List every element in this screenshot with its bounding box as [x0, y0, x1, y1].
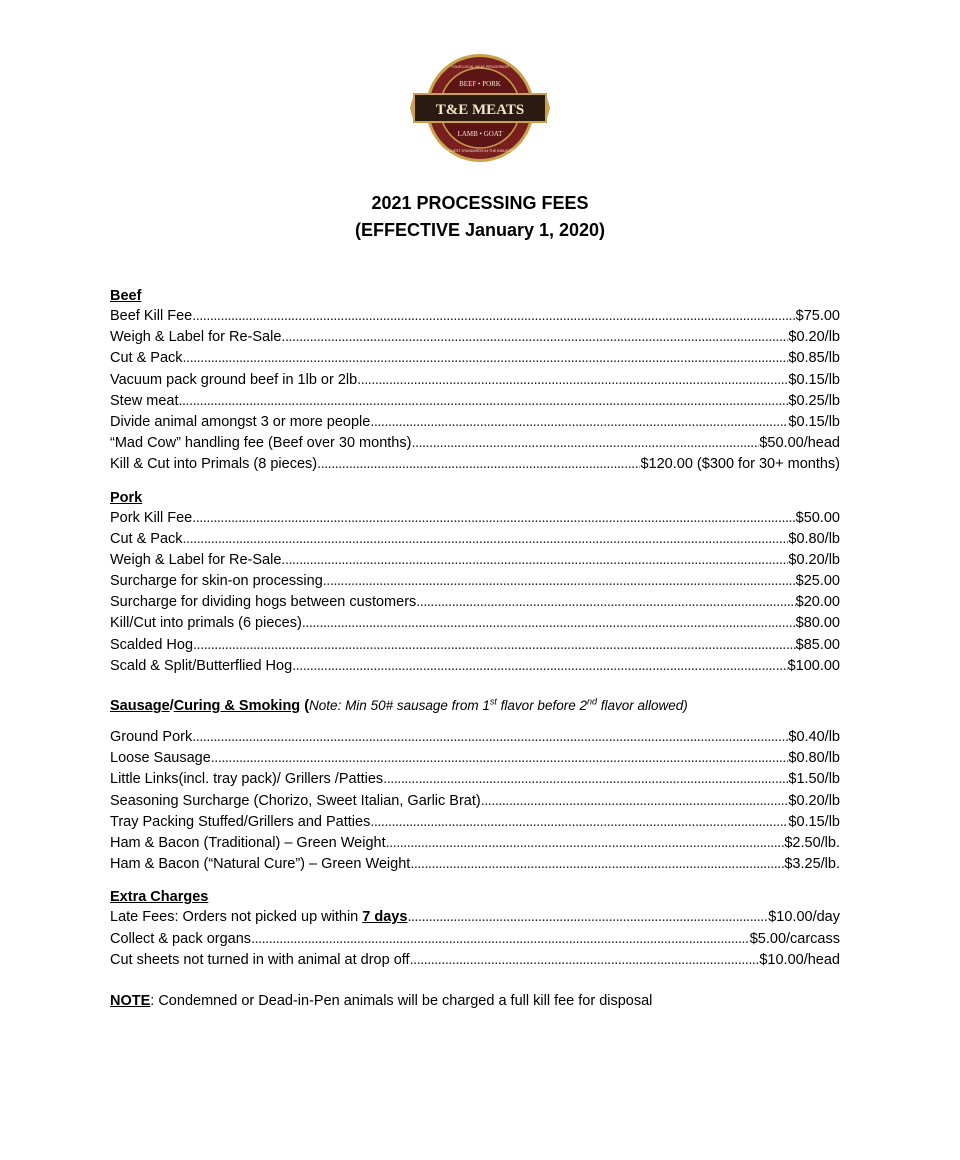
- dot-leader: [183, 529, 789, 550]
- fee-price: $3.25/lb.: [784, 856, 840, 873]
- fee-price: $0.25/lb: [788, 392, 840, 409]
- fee-label: Kill/Cut into primals (6 pieces): [110, 615, 302, 632]
- fee-label: Vacuum pack ground beef in 1lb or 2lb: [110, 371, 358, 388]
- fee-label: Ground Pork: [110, 729, 193, 745]
- fee-price: $0.20/lb: [788, 551, 840, 568]
- fee-row: [110, 950, 840, 971]
- fee-label: Little Links(incl. tray pack)/ Grillers /Patties: [110, 771, 384, 788]
- fee-price: $120.00 ($300 for 30+ months): [640, 456, 840, 473]
- fee-price: $0.80/lb: [788, 530, 840, 547]
- fee-price: $100.00: [787, 657, 840, 674]
- fee-row: [110, 571, 840, 592]
- sausage-heading-part2: Curing & Smoking: [173, 698, 301, 714]
- fee-label: Surcharge for skin-on processing: [110, 573, 323, 590]
- fee-label: Weigh & Label for Re-Sale: [110, 329, 282, 346]
- sausage-note: [304, 698, 688, 714]
- fee-row: [110, 433, 840, 454]
- dot-leader: [407, 907, 768, 928]
- fee-row: [110, 748, 840, 769]
- fee-row: [110, 529, 840, 550]
- fee-row: [110, 306, 840, 327]
- disposal-note: [110, 991, 840, 1012]
- fee-price: $75.00: [795, 308, 840, 324]
- sausage-note-a: Note: Min 50# sausage from 1: [309, 698, 490, 713]
- fee-row: [110, 370, 840, 391]
- fee-row: [110, 613, 840, 634]
- fee-price: $50.00: [795, 509, 840, 526]
- late-days: 7 days: [362, 909, 408, 926]
- fee-price: $85.00: [795, 636, 840, 653]
- sausage-note-c: flavor allowed): [597, 698, 688, 713]
- fee-row: [110, 635, 840, 656]
- dot-leader: [179, 391, 789, 412]
- dot-leader: [281, 327, 788, 348]
- fee-label: Cut & Pack: [110, 350, 183, 367]
- dot-leader: [292, 656, 787, 677]
- fee-price: $20.00: [795, 594, 840, 611]
- dot-leader: [317, 454, 640, 475]
- fee-price: $0.15/lb: [788, 813, 840, 830]
- fee-label: Cut & Pack: [110, 530, 183, 547]
- note-label: NOTE: [110, 992, 151, 1009]
- fee-price: $50.00/head: [759, 435, 840, 452]
- fee-label: Beef Kill Fee: [110, 308, 193, 324]
- fee-label: Ham & Bacon (“Natural Cure”) – Green Weight: [110, 856, 411, 873]
- fee-price: $10.00/head: [759, 951, 840, 968]
- page-title: 2021 PROCESSING FEES: [371, 193, 589, 213]
- fee-price: $80.00: [795, 615, 840, 632]
- fee-price: $25.00: [795, 573, 840, 590]
- title-block: [0, 190, 960, 244]
- fee-label: [110, 907, 407, 928]
- late-label-text: Late Fees: Orders not picked up within: [110, 909, 363, 926]
- dot-leader: [192, 727, 788, 748]
- fee-row: [110, 550, 840, 571]
- beef-items: [110, 306, 840, 476]
- fee-row-late: [110, 907, 840, 928]
- fee-row: [110, 854, 840, 875]
- fee-price: $5.00/carcass: [749, 930, 840, 947]
- fee-price: $0.40/lb: [788, 729, 840, 745]
- logo-ring-bottom: HIGHEST STANDARDS IN THE INDUSTRY: [444, 149, 516, 153]
- dot-leader: [481, 791, 789, 812]
- sausage-note-sup1: st: [489, 696, 497, 707]
- dot-leader: [383, 769, 788, 790]
- fee-row: [110, 812, 840, 833]
- fee-label: Weigh & Label for Re-Sale: [110, 551, 282, 568]
- fee-row: [110, 412, 840, 433]
- company-logo: [410, 52, 550, 164]
- sausage-note-sup2: nd: [586, 696, 597, 707]
- fee-label: Tray Packing Stuffed/Grillers and Patties: [110, 813, 371, 830]
- fee-label: Stew meat: [110, 392, 179, 409]
- fee-row: [110, 327, 840, 348]
- dot-leader: [192, 306, 795, 327]
- fee-row: [110, 592, 840, 613]
- fee-label: Loose Sausage: [110, 750, 211, 767]
- fee-label: Ham & Bacon (Traditional) – Green Weight: [110, 834, 386, 851]
- pork-items: [110, 508, 840, 678]
- fee-row: [110, 769, 840, 790]
- fee-row: [110, 929, 840, 950]
- sausage-heading-sep: /: [169, 698, 174, 714]
- fee-label: Surcharge for dividing hogs between customers: [110, 594, 417, 611]
- fee-label: Scald & Split/Butterflied Hog: [110, 657, 293, 674]
- sausage-note-b: flavor before 2: [496, 698, 587, 713]
- sausage-heading-part1: Sausage: [110, 698, 170, 714]
- extra-items: [110, 929, 840, 971]
- fee-label: Collect & pack organs: [110, 930, 252, 947]
- logo-brand-text: T&E MEATS: [435, 102, 525, 118]
- dot-leader: [211, 748, 789, 769]
- fee-price: $0.15/lb: [788, 371, 840, 388]
- dot-leader: [192, 508, 795, 529]
- fee-price: $0.15/lb: [788, 413, 840, 430]
- dot-leader: [410, 854, 784, 875]
- dot-leader: [386, 833, 785, 854]
- dot-leader: [370, 812, 788, 833]
- fee-row: [110, 727, 840, 748]
- fee-row: [110, 833, 840, 854]
- dot-leader: [370, 412, 788, 433]
- fee-price: $0.80/lb: [788, 750, 840, 767]
- fee-row: [110, 508, 840, 529]
- dot-leader: [281, 550, 788, 571]
- dot-leader: [193, 635, 796, 656]
- fee-price: $10.00/day: [768, 909, 840, 926]
- dot-leader: [251, 929, 750, 950]
- fee-list: [110, 286, 840, 1012]
- section-heading-beef: Beef: [110, 288, 142, 304]
- fee-label: Scalded Hog: [110, 636, 194, 653]
- dot-leader: [323, 571, 796, 592]
- note-text: : Condemned or Dead-in-Pen animals will be charged a full kill fee for disposal: [150, 992, 653, 1009]
- sausage-note-open: (: [304, 698, 310, 714]
- fee-row: [110, 348, 840, 369]
- fee-price: $2.50/lb.: [784, 834, 840, 851]
- fee-price: $0.20/lb: [788, 792, 840, 809]
- sausage-items: [110, 727, 840, 875]
- dot-leader: [357, 370, 788, 391]
- section-heading-extra: Extra Charges: [110, 889, 209, 906]
- fee-price: $0.20/lb: [788, 329, 840, 346]
- page-subtitle: (EFFECTIVE January 1, 2020): [354, 220, 606, 240]
- section-heading-pork: Pork: [110, 489, 143, 506]
- dot-leader: [183, 348, 789, 369]
- fee-row: [110, 656, 840, 677]
- fee-label: Kill & Cut into Primals (8 pieces): [110, 456, 318, 473]
- logo-bottom-arc: LAMB • GOAT: [457, 130, 503, 138]
- section-heading-sausage: [110, 696, 840, 716]
- fee-label: Seasoning Surcharge (Chorizo, Sweet Italian, Garlic Brat): [110, 792, 481, 809]
- fee-row: [110, 391, 840, 412]
- fee-price: $0.85/lb: [788, 350, 840, 367]
- dot-leader: [416, 592, 795, 613]
- dot-leader: [410, 950, 760, 971]
- fee-label: Divide animal amongst 3 or more people: [110, 413, 371, 430]
- logo-top-arc: BEEF • PORK: [459, 80, 501, 88]
- logo-ring-top: YOUR LOCAL MEAT PROCESSOR: [451, 65, 509, 69]
- fee-row: [110, 791, 840, 812]
- fee-row: [110, 454, 840, 475]
- dot-leader: [411, 433, 759, 454]
- fee-price: $1.50/lb: [788, 771, 840, 788]
- dot-leader: [302, 613, 796, 634]
- fee-label: Cut sheets not turned in with animal at drop off: [110, 951, 410, 968]
- fee-label: “Mad Cow” handling fee (Beef over 30 months): [110, 435, 412, 452]
- fee-label: Pork Kill Fee: [110, 509, 193, 526]
